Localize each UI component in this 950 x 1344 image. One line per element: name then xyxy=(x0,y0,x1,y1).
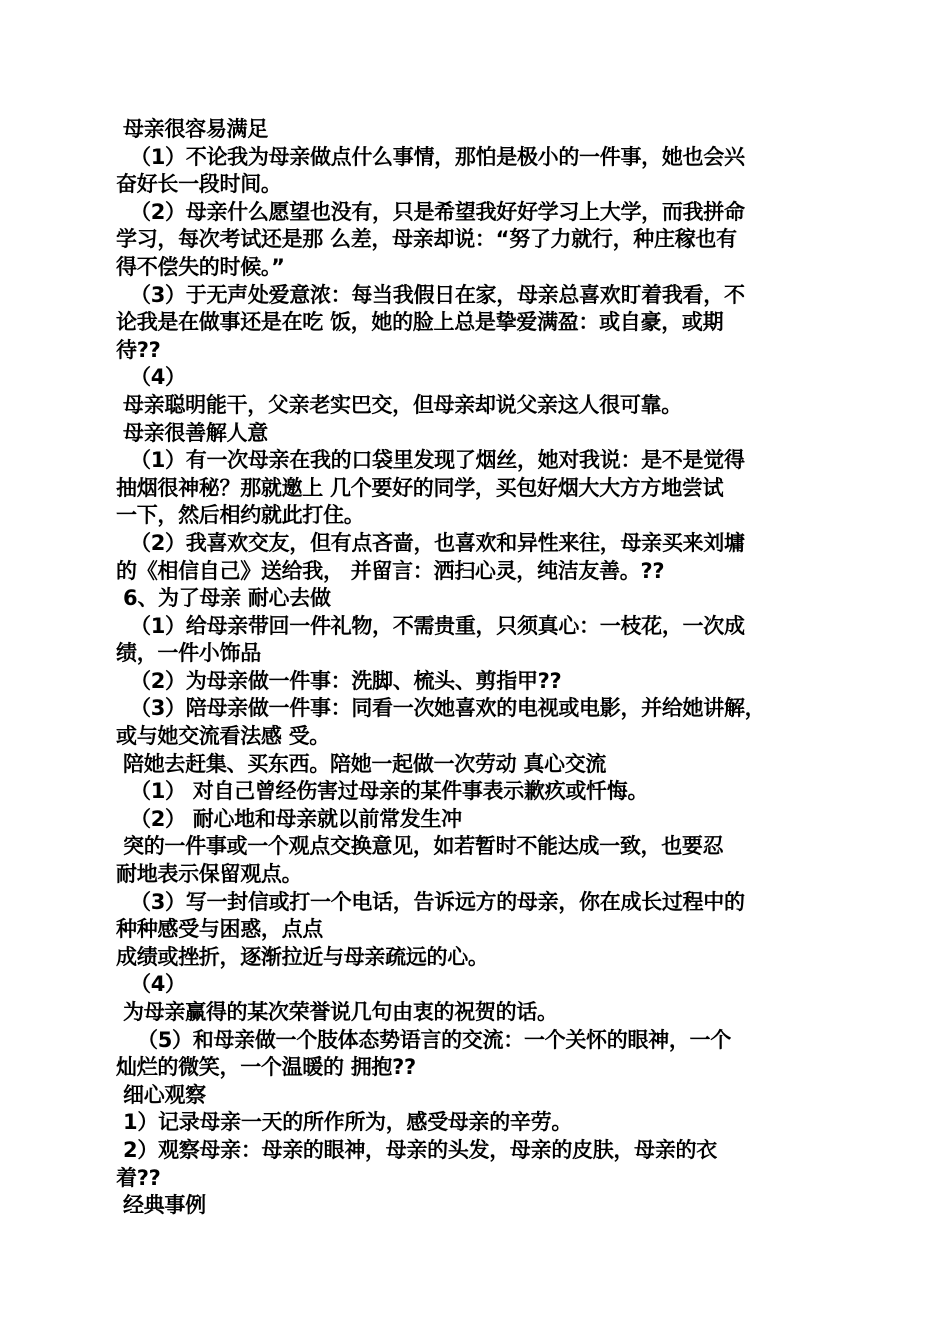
text-line: 着?? xyxy=(116,1165,161,1190)
text-line: （1）不论我为母亲做点什么事情，那怕是极小的一件事，她也会兴 xyxy=(116,144,745,169)
text-line: 或与她交流看法感 受。 xyxy=(116,724,331,749)
text-line: 灿烂的微笑，一个温暖的 拥抱?? xyxy=(116,1055,416,1080)
text-line: 抽烟很神秘？那就邀上 几个要好的同学，买包好烟大大方方地尝试 xyxy=(116,475,724,500)
text-line: 2）观察母亲：母亲的眼神，母亲的头发，母亲的皮肤，母亲的衣 xyxy=(116,1137,717,1162)
text-line: 耐地表示保留观点。 xyxy=(116,862,303,887)
text-line: 奋好长一段时间。 xyxy=(116,172,282,197)
text-line: 细心观察 xyxy=(116,1082,206,1107)
text-line: （3）写一封信或打一个电话，告诉远方的母亲，你在成长过程中的 xyxy=(116,889,745,914)
text-line: （1） 对自己曾经伤害过母亲的某件事表示歉疚或忏悔。 xyxy=(116,779,649,804)
text-line: （5）和母亲做一个肢体态势语言的交流：一个关怀的眼神，一个 xyxy=(116,1027,731,1052)
text-line: （2）母亲什么愿望也没有，只是希望我好好学习上大学，而我拼命 xyxy=(116,199,745,224)
text-line: 1）记录母亲一天的所作所为，感受母亲的辛劳。 xyxy=(116,1110,573,1135)
text-line: 论我是在做事还是在吃 饭，她的脸上总是挚爱满盈：或自豪，或期 xyxy=(116,310,724,335)
text-line: 母亲很善解人意 xyxy=(116,420,268,445)
text-line: （1）有一次母亲在我的口袋里发现了烟丝，她对我说：是不是觉得 xyxy=(116,448,745,473)
text-line: 经典事例 xyxy=(116,1193,206,1218)
document-body xyxy=(116,116,846,1220)
text-line: （3）陪母亲做一件事：同看一次她喜欢的电视或电影，并给她讲解， xyxy=(116,696,766,721)
text-line: 待?? xyxy=(116,337,161,362)
text-line: （2）为母亲做一件事：洗脚、梳头、剪指甲?? xyxy=(116,668,562,693)
text-line: 突的一件事或一个观点交换意见，如若暂时不能达成一致，也要忍 xyxy=(116,834,724,859)
text-line: 学习，每次考试还是那 么差，母亲却说：“努了力就行，种庄稼也有 xyxy=(116,227,737,252)
text-line: 成绩或挫折，逐渐拉近与母亲疏远的心。 xyxy=(116,944,489,969)
text-line: （4） xyxy=(116,972,186,997)
text-line: 母亲聪明能干，父亲老实巴交，但母亲却说父亲这人很可靠。 xyxy=(116,392,682,417)
text-line: 6、为了母亲 耐心去做 xyxy=(116,586,331,611)
text-line: 为母亲赢得的某次荣誉说几句由衷的祝贺的话。 xyxy=(116,1000,558,1024)
text-line: 一下，然后相约就此打住。 xyxy=(116,503,365,528)
text-line: 的《相信自己》送给我， 并留言：洒扫心灵，纯洁友善。?? xyxy=(116,558,665,583)
text-line: 陪她去赶集、买东西。陪她一起做一次劳动 真心交流 xyxy=(116,751,607,776)
text-line: （3）于无声处爱意浓：每当我假日在家，母亲总喜欢盯着我看，不 xyxy=(116,282,745,307)
text-line: 母亲很容易满足 xyxy=(116,117,268,141)
text-line: （1）给母亲带回一件礼物，不需贵重，只须真心：一枝花，一次成 xyxy=(116,613,745,638)
text-line: 种种感受与困惑，点点 xyxy=(116,917,323,942)
text-line: 得不偿失的时候。” xyxy=(116,254,285,279)
text-line: （4） xyxy=(116,365,186,390)
text-line: （2）我喜欢交友，但有点吝啬，也喜欢和异性来往，母亲买来刘墉 xyxy=(116,530,745,555)
text-line: 绩，一件小饰品 xyxy=(116,641,261,666)
text-line: （2） 耐心地和母亲就以前常发生冲 xyxy=(116,806,462,831)
